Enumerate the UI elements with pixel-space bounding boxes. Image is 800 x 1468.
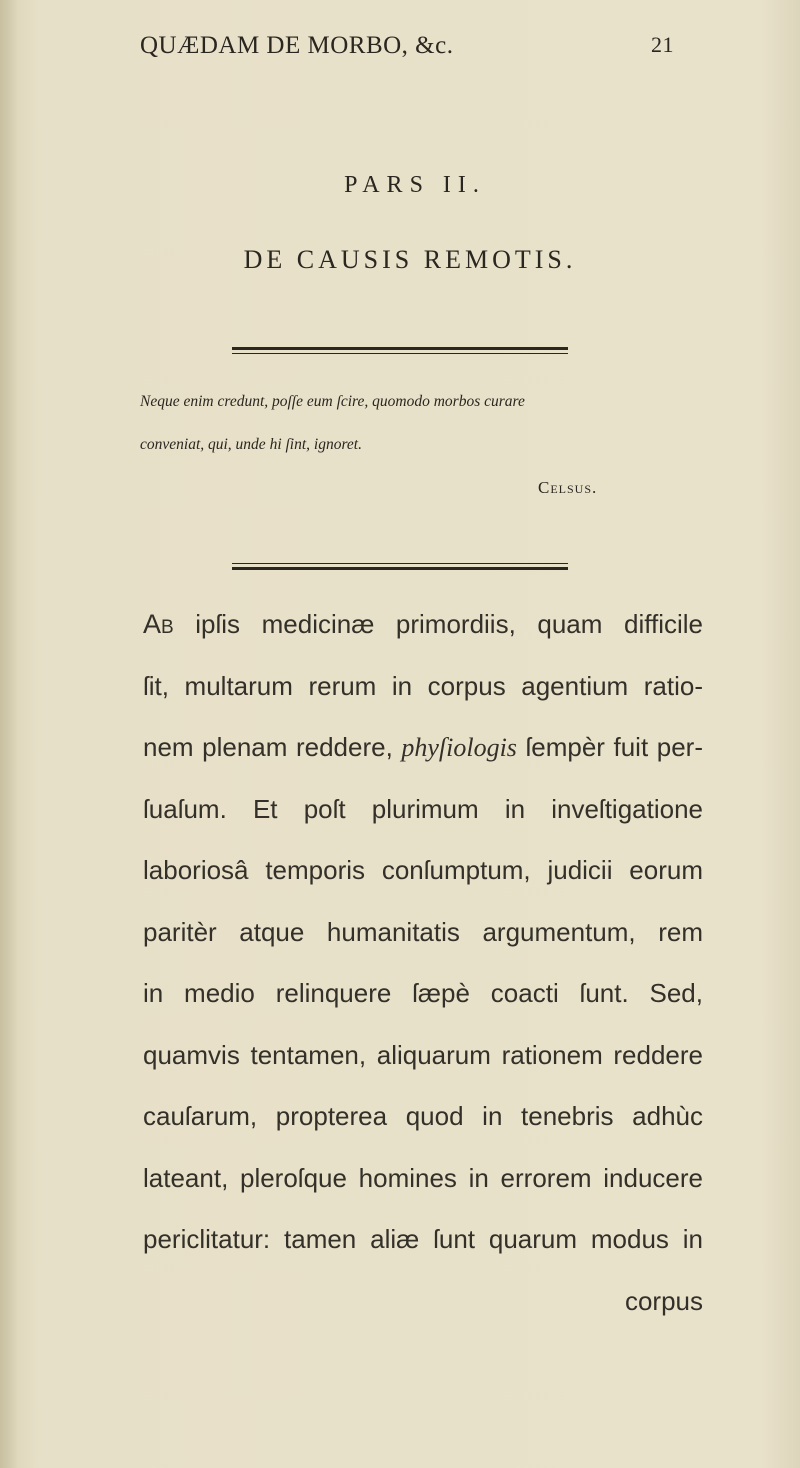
epigraph bbox=[140, 380, 700, 466]
body-line: periclitatur: tamen aliæ ſunt quarum modus in bbox=[143, 1224, 703, 1254]
epigraph-line: conveniat, qui, unde hi ſint, ignoret. bbox=[140, 436, 362, 453]
running-head-title: QUÆDAM DE MORBO, &c. bbox=[140, 32, 454, 59]
body-line: lateant, pleroſque homines in errorem inducere bbox=[143, 1162, 703, 1193]
bottom-rule-thick bbox=[232, 567, 568, 570]
body-line: paritèr atque humanitatis argumentum, rem bbox=[143, 916, 703, 947]
body-line: cauſarum, propterea quod in tenebris adhùc bbox=[143, 1101, 703, 1131]
body-text bbox=[143, 594, 703, 1332]
body-line: quamvis tentamen, aliquarum rationem reddere bbox=[143, 1039, 703, 1070]
page-number: 21 bbox=[651, 32, 674, 57]
opening-word: Ab bbox=[143, 609, 174, 639]
body-line: ſuaſum. Et poſt plurimum in inveſtigatione bbox=[143, 793, 703, 824]
epigraph-attribution: Celsus. bbox=[538, 478, 598, 497]
bottom-rule-thin bbox=[232, 563, 568, 564]
epigraph-line: Neque enim credunt, poſſe eum ſcire, quomodo morbos curare bbox=[140, 393, 525, 410]
body-line: ſit, multarum rerum in corpus agentium ratio- bbox=[143, 670, 703, 701]
italic-term: phyſiologis bbox=[401, 733, 517, 762]
body-line-text: nem plenam reddere, bbox=[143, 732, 402, 762]
top-rule-thin bbox=[232, 353, 568, 354]
body-line: laboriosâ temporis conſumptum, judicii eorum bbox=[143, 855, 703, 885]
part-heading: PARS II. bbox=[344, 172, 486, 198]
top-rule-thick bbox=[232, 347, 568, 350]
catchword: corpus bbox=[624, 1285, 703, 1316]
body-line bbox=[143, 594, 703, 656]
body-line-text: ſempèr fuit per- bbox=[516, 732, 703, 762]
body-line: in medio relinquere ſæpè coacti ſunt. Sed, bbox=[143, 978, 703, 1008]
running-head bbox=[140, 32, 700, 60]
body-line bbox=[143, 717, 703, 779]
body-line-text: ipſis medicinæ primordiis, quam difficile bbox=[173, 609, 703, 639]
section-heading: DE CAUSIS REMOTIS. bbox=[243, 245, 577, 274]
binding-shadow bbox=[0, 0, 18, 1468]
